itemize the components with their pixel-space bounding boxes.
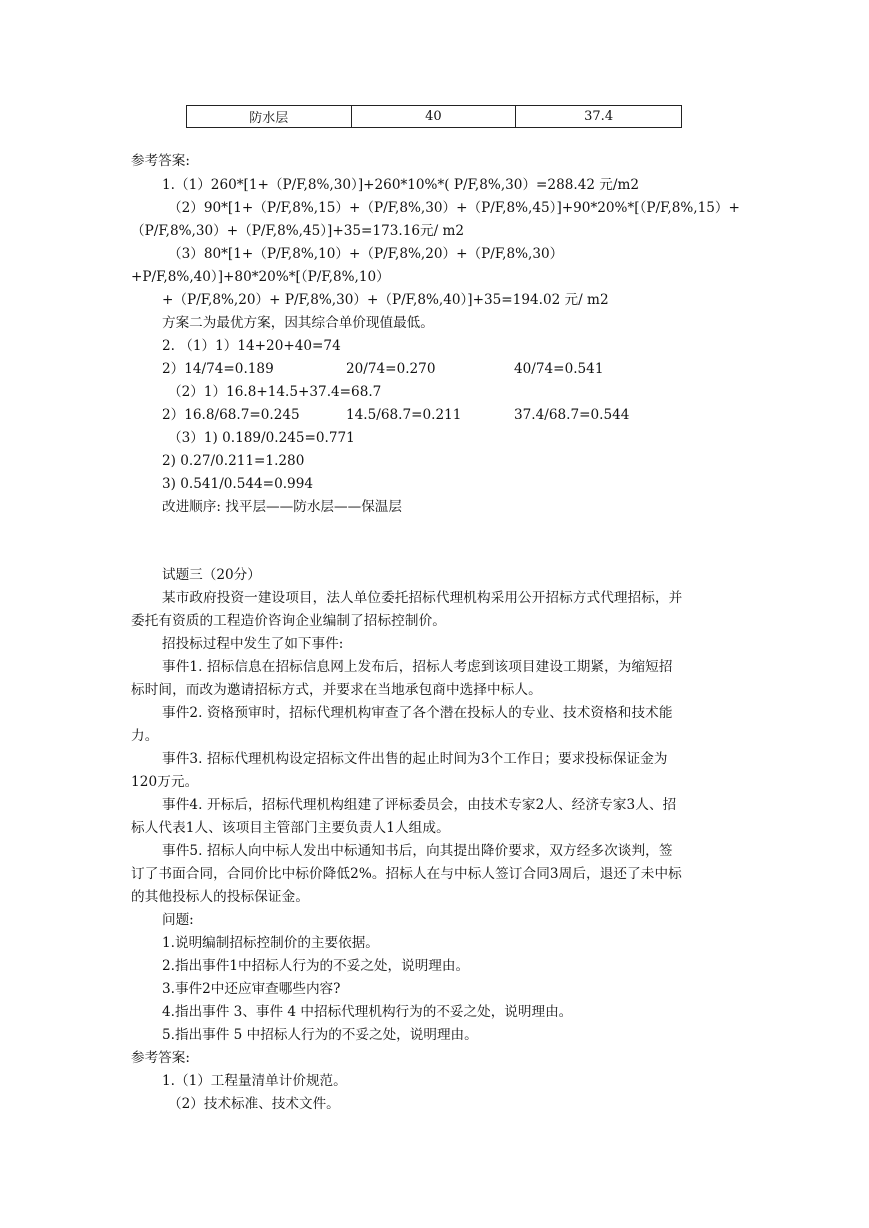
- answer-line: 方案二为最优方案，因其综合单价现值最低。: [162, 315, 434, 331]
- answer-heading: 参考答案:: [131, 1050, 190, 1066]
- event-line: 的其他投标人的投标保证金。: [131, 889, 310, 905]
- ratio-value: 2）14/74=0.189: [162, 361, 274, 377]
- event-line: 订了书面合同，合同价比中标价降低2%。招标人在与中标人签订合同3周后，退还了未中标: [131, 866, 682, 882]
- answer-line: 1.（1）工程量清单计价规范。: [162, 1073, 347, 1089]
- indicator-table: [186, 105, 682, 128]
- event-line: 120万元。: [131, 774, 199, 790]
- answer-line: 1.（1）260*[1+（P/F,8%,30）]+260*10%*( P/F,8%,30）=288.42 元/m2: [162, 177, 640, 193]
- ratio-row: [162, 360, 603, 378]
- answer-line: 2. （1）1）14+20+40=74: [162, 338, 341, 354]
- event-line: 事件3. 招标代理机构设定招标文件出售的起止时间为3个工作日；要求投标保证金为: [162, 751, 668, 767]
- ratio-value: 40/74=0.541: [514, 361, 604, 377]
- answer-line: 3) 0.541/0.544=0.994: [162, 476, 313, 492]
- answer-line: 改进顺序: 找平层——防水层——保温层: [162, 499, 402, 515]
- answer-line: （2）技术标准、技术文件。: [168, 1096, 340, 1112]
- section-title: 试题三（20分）: [162, 567, 261, 583]
- ratio-value: 37.4/68.7=0.544: [514, 407, 630, 423]
- event-line: 事件5. 招标人向中标人发出中标通知书后，向其提出降价要求，双方经多次谈判，签: [162, 843, 673, 859]
- ratio-row: [162, 406, 629, 424]
- event-line: 标人代表1人、该项目主管部门主要负责人1人组成。: [131, 820, 450, 836]
- table-cell: 防水层: [187, 106, 352, 128]
- event-line: 事件2. 资格预审时，招标代理机构审查了各个潜在投标人的专业、技术资格和技术能: [162, 705, 673, 721]
- question-item: 5.指出事件 5 中招标人行为的不妥之处，说明理由。: [162, 1027, 478, 1043]
- answer-line: +（P/F,8%,20）+ P/F,8%,30）+（P/F,8%,40）]+35=194.02 元/ m2: [162, 292, 609, 308]
- answer-line: （2）1）16.8+14.5+37.4=68.7: [168, 384, 382, 400]
- table-cell: 37.4: [516, 106, 682, 128]
- event-line: 标时间，而改为邀请招标方式，并要求在当地承包商中选择中标人。: [131, 682, 542, 698]
- ratio-value: 14.5/68.7=0.211: [346, 407, 462, 423]
- question-item: 2.指出事件1中招标人行为的不妥之处，说明理由。: [162, 958, 470, 974]
- event-line: 事件4. 开标后，招标代理机构组建了评标委员会，由技术专家2人、经济专家3人、招: [162, 797, 677, 813]
- ratio-value: 2）16.8/68.7=0.245: [162, 407, 300, 423]
- paragraph-line: 某市政府投资一建设项目，法人单位委托招标代理机构采用公开招标方式代理招标，并: [162, 590, 683, 606]
- question-item: 1.说明编制招标控制价的主要依据。: [162, 935, 379, 951]
- answer-line: （3）80*[1+（P/F,8%,10）+（P/F,8%,20）+（P/F,8%,30）: [168, 246, 564, 262]
- event-line: 力。: [131, 728, 159, 744]
- paragraph-line: 委托有资质的工程造价咨询企业编制了招标控制价。: [131, 613, 446, 629]
- answer-line: 2) 0.27/0.211=1.280: [162, 453, 305, 469]
- answer-line: （P/F,8%,30）+（P/F,8%,45）]+35=173.16元/ m2: [131, 223, 465, 239]
- paragraph-line: 招投标过程中发生了如下事件:: [162, 636, 344, 652]
- event-line: 事件1. 招标信息在招标信息网上发布后，招标人考虑到该项目建设工期紧，为缩短招: [162, 659, 673, 675]
- answer-line: （3）1) 0.189/0.245=0.771: [168, 430, 355, 446]
- answer-heading: 参考答案:: [131, 153, 190, 169]
- question-item: 3.事件2中还应审查哪些内容?: [162, 981, 341, 997]
- table-row: [187, 106, 682, 128]
- table-cell: 40: [351, 106, 516, 128]
- question-item: 4.指出事件 3、事件 4 中招标代理机构行为的不妥之处，说明理由。: [162, 1004, 573, 1020]
- answer-line: （2）90*[1+（P/F,8%,15）+（P/F,8%,30）+（P/F,8%,45）]+90*20%*[（P/F,8%,15）+: [168, 200, 740, 216]
- answer-line: +P/F,8%,40）]+80*20%*[（P/F,8%,10）: [131, 269, 390, 285]
- questions-label: 问题:: [162, 912, 194, 928]
- ratio-value: 20/74=0.270: [346, 361, 436, 377]
